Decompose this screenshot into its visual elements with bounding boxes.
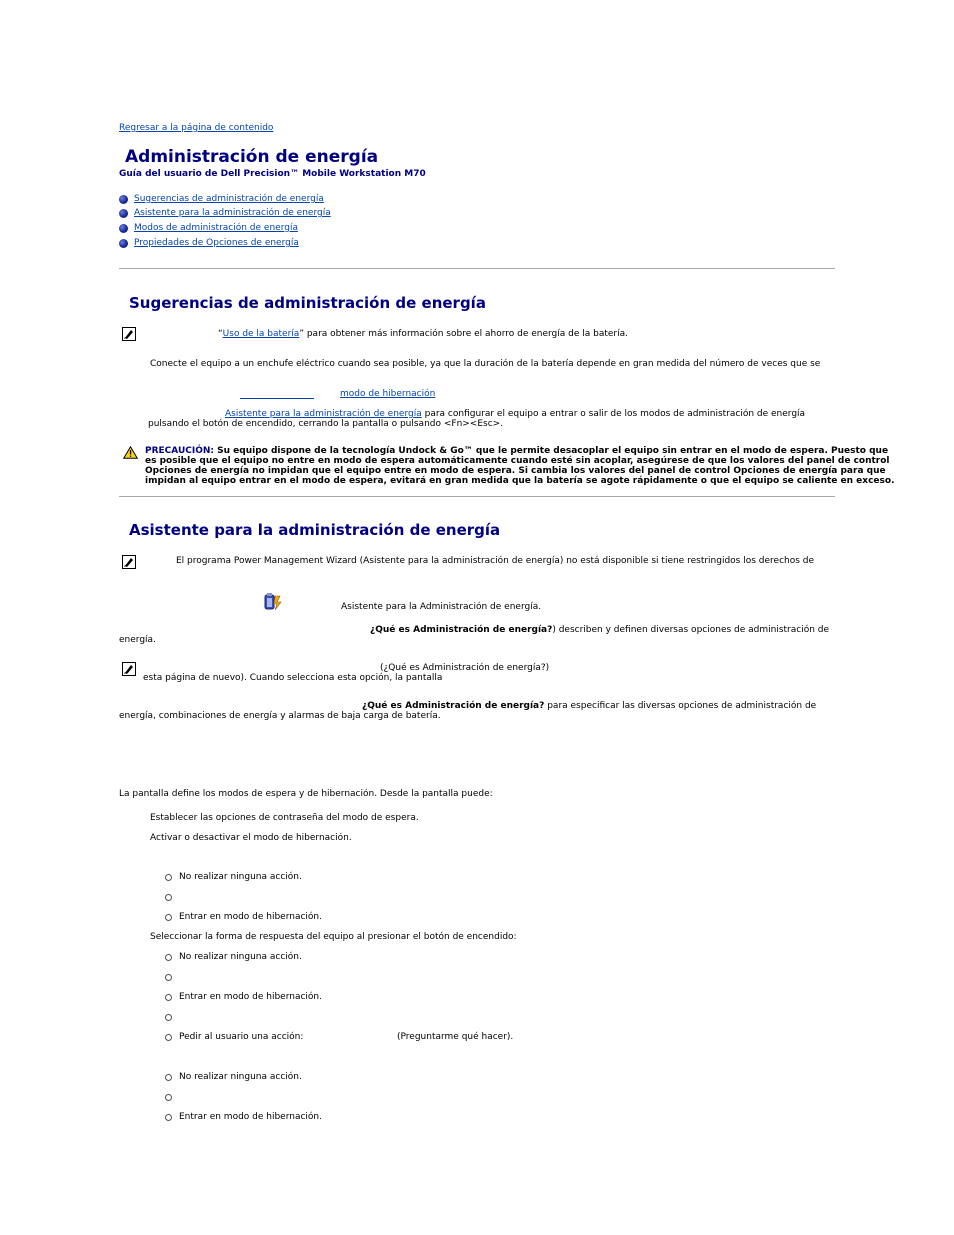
asistente-link[interactable]: Asistente para la administración de energía (225, 409, 422, 419)
toc-bullet-icon (119, 209, 128, 218)
section-divider (119, 268, 835, 269)
toc-bullet-icon (119, 195, 128, 204)
back-to-contents-link[interactable]: Regresar a la página de contenido (119, 123, 274, 133)
sub-bullet-icon (165, 874, 172, 881)
sub-bullet-icon (165, 974, 172, 981)
link-underline-fragment (240, 398, 314, 399)
caution-icon (123, 446, 138, 459)
page-title: Administración de energía (125, 147, 379, 167)
sub-b-item: Entrar en modo de hibernación. (179, 992, 322, 1002)
toc-link-modos[interactable]: Modos de administración de energía (134, 223, 298, 233)
caution-line-1: PRECAUCIÓN: Su equipo dispone de la tecnología Undock & Go™ que le permite desacoplar el equipo sin entrar en el modo de espera. Puesto que (145, 446, 889, 456)
caution-line-3: Opciones de energía no impidan que el equipo entre en modo de espera. Si cambia los valores del panel de control Opciones de energía para que (145, 466, 886, 476)
note-text-bateria: “Uso de la batería” para obtener más información sobre el ahorro de energía de la batería. (218, 329, 629, 339)
wizard-icon-label: Asistente para la Administración de energía. (341, 602, 542, 612)
sub-bullet-icon (165, 994, 172, 1001)
note-que-es-cont: esta página de nuevo). Cuando selecciona esta opción, la pantalla (143, 673, 443, 683)
toc-link-propiedades[interactable]: Propiedades de Opciones de energía (134, 238, 299, 248)
uso-bateria-link[interactable]: Uso de la batería (222, 329, 300, 339)
sub-bullet-icon (165, 914, 172, 921)
tip-asistente-cont: pulsando el botón de encendido, cerrando la pantalla o pulsando <Fn><Esc>. (148, 419, 504, 429)
sub-c-item: Entrar en modo de hibernación. (179, 1112, 322, 1122)
sub-b-item: No realizar ninguna acción. (179, 952, 302, 962)
sub-bullet-icon (165, 1034, 172, 1041)
tip-conectar-enchufe: Conecte el equipo a un enchufe eléctrico cuando sea posible, ya que la duración de la batería depende en gran medida del número de veces que se (150, 359, 821, 369)
sub-c-item: No realizar ninguna acción. (179, 1072, 302, 1082)
page-subtitle: Guía del usuario de Dell Precision™ Mobile Workstation M70 (119, 169, 426, 179)
sub-bullet-icon (165, 1014, 172, 1021)
note-que-es-paren: (¿Qué es Administración de energía?) (380, 663, 550, 673)
modo-hibernacion-link[interactable]: modo de hibernación (340, 389, 436, 399)
caution-line-2: es posible que el equipo no entre en modo de espera automáticamente cuando esté sin acoplar, asegúrese de que los valores del panel de control (145, 456, 890, 466)
note-icon (122, 327, 136, 341)
wizard-screens-text-cont: energía. (119, 635, 156, 645)
toc-link-asistente[interactable]: Asistente para la administración de energía (134, 208, 331, 218)
sub-a-item: No realizar ninguna acción. (179, 872, 302, 882)
sub-b-item-pedir: Pedir al usuario una acción: (179, 1032, 304, 1042)
toc-bullet-icon (119, 239, 128, 248)
sub-a-item: Entrar en modo de hibernación. (179, 912, 322, 922)
note-icon (122, 555, 136, 569)
screen-defines-text: La pantalla define los modos de espera y de hibernación. Desde la pantalla puede: (119, 789, 493, 799)
section-divider (119, 496, 835, 497)
note-power-wizard: El programa Power Management Wizard (Asistente para la administración de energía) no está disponible si tiene restringidos los derechos de (176, 556, 815, 566)
sub-bullet-icon (165, 894, 172, 901)
power-management-wizard-icon (264, 592, 282, 611)
options-text-cont: energía, combinaciones de energía y alarmas de baja carga de batería. (119, 711, 441, 721)
sub-bullet-icon (165, 1094, 172, 1101)
section-heading-sugerencias: Sugerencias de administración de energía (129, 294, 486, 312)
toc-bullet-icon (119, 224, 128, 233)
wizard-screens-text: ¿Qué es Administración de energía?) describen y definen diversas opciones de administración de (370, 625, 830, 635)
tip-asistente: Asistente para la administración de energía para configurar el equipo a entrar o salir de los modos de administración de energía (225, 409, 806, 419)
item-contrasena: Establecer las opciones de contraseña del modo de espera. (150, 813, 419, 823)
section-heading-asistente: Asistente para la administración de energía (129, 521, 501, 539)
sub-bullet-icon (165, 1114, 172, 1121)
item-hibernacion: Activar o desactivar el modo de hibernación. (150, 833, 352, 843)
sub-b-item-paren: (Preguntarme qué hacer). (397, 1032, 514, 1042)
caution-line-4: impidan al equipo entrar en el modo de espera, evitará en gran medida que la batería se agote rápidamente o que el equipo se caliente en exceso. (145, 476, 895, 486)
toc-link-sugerencias[interactable]: Sugerencias de administración de energía (134, 194, 324, 204)
sub-bullet-icon (165, 1074, 172, 1081)
options-text: ¿Qué es Administración de energía? para especificar las diversas opciones de administración de (362, 701, 817, 711)
sub-bullet-icon (165, 954, 172, 961)
note-icon (122, 662, 136, 676)
item-boton-encendido: Seleccionar la forma de respuesta del equipo al presionar el botón de encendido: (150, 932, 517, 942)
